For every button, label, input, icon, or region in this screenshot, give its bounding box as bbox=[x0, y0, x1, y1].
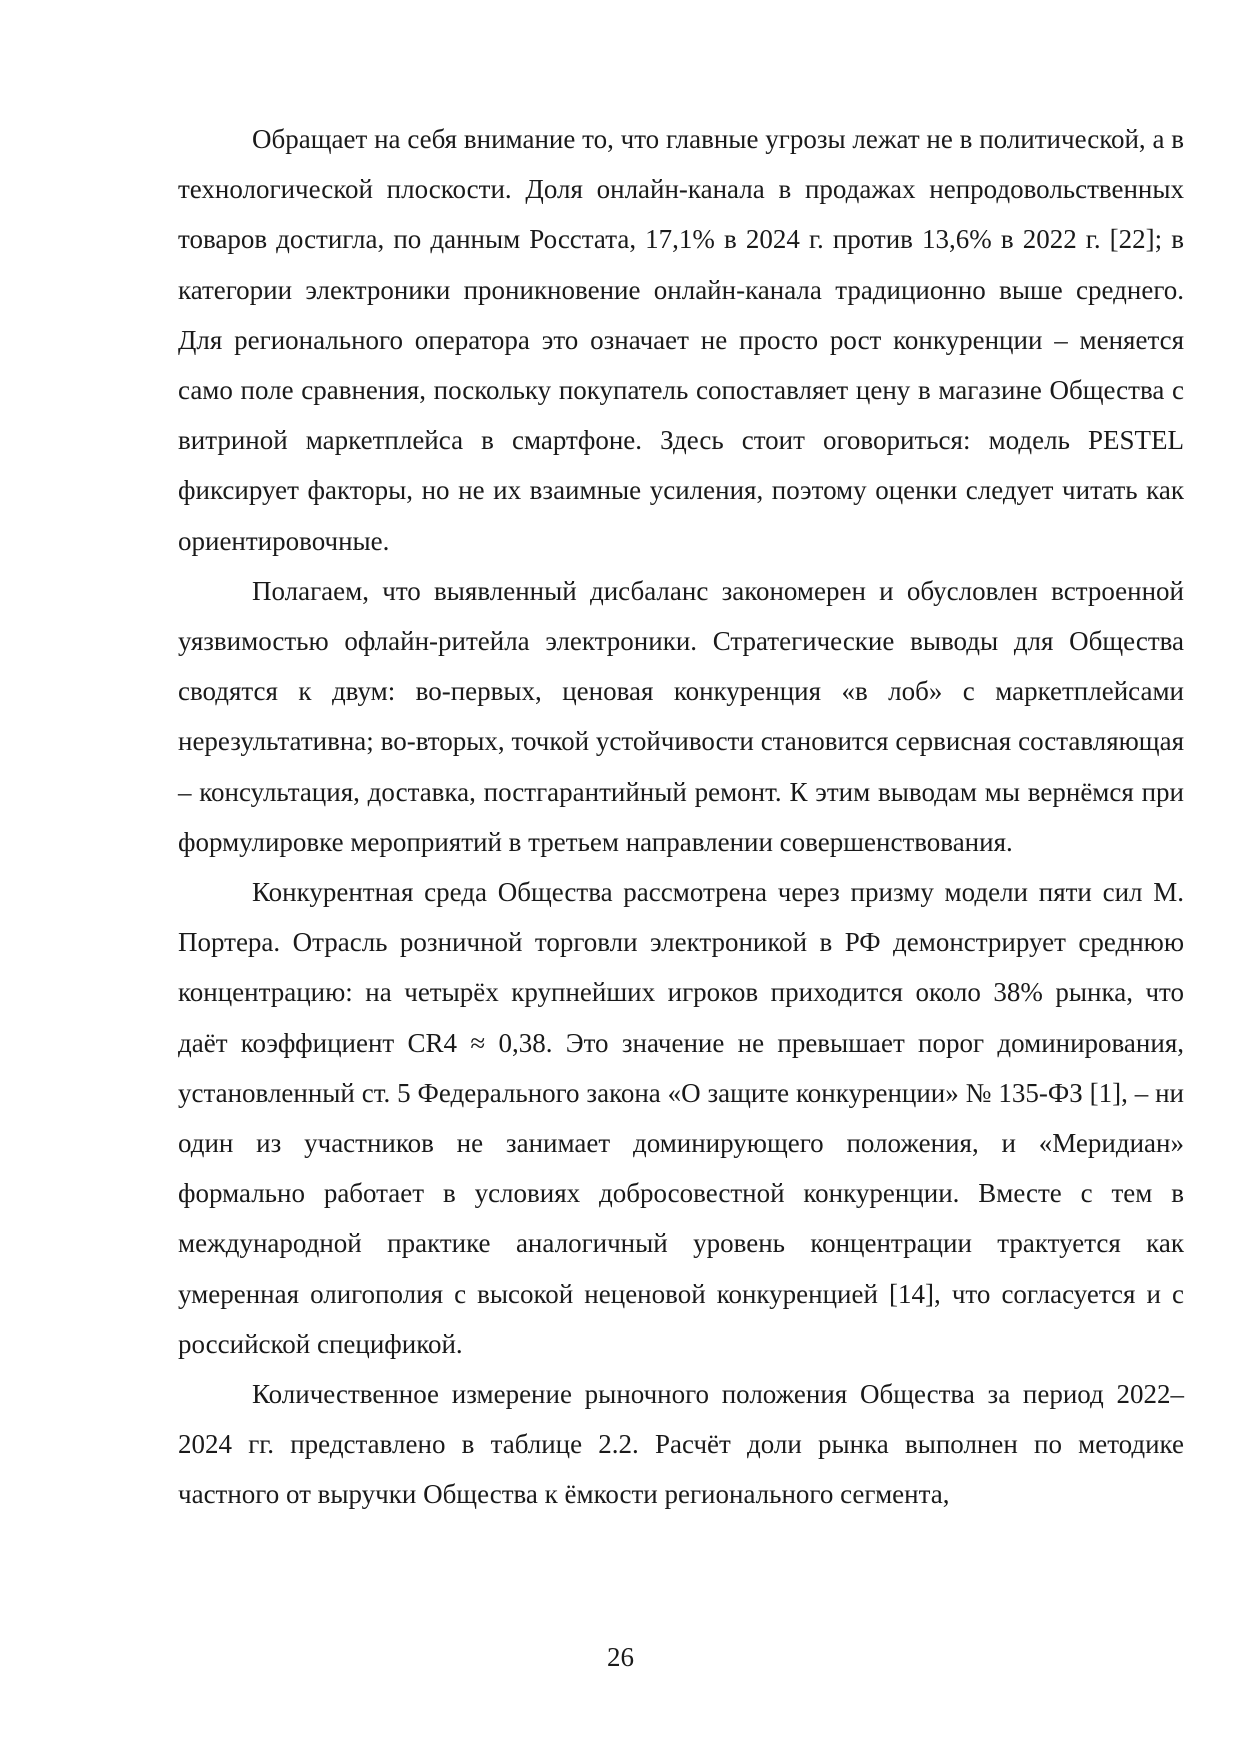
paragraph-1: Обращает на себя внимание то, что главные угрозы лежат не в политической, а в технологической плоскости. Доля онлайн-канала в продажах непродовольственных товаров достигла, по данным Росстата, 17,1% в 2024 г. против 13,6% в 2022 г. [22]; в категории электроники проникновение онлайн-канала традиционно выше среднего. Для регионального оператора это означает не просто рост конкуренции – меняется само поле сравнения, поскольку покупатель сопоставляет цену в магазине Общества с витриной маркетплейса в смартфоне. Здесь стоит оговориться: модель PESTEL фиксирует факторы, но не их взаимные усиления, поэтому оценки следует читать как ориентировочные. bbox=[178, 124, 1184, 556]
body-text bbox=[178, 114, 1184, 1520]
paragraph-4: Количественное измерение рыночного положения Общества за период 2022–2024 гг. представлено в таблице 2.2. Расчёт доли рынка выполнен по методике частного от выручки Общества к ёмкости регионального сегмента, bbox=[178, 1379, 1184, 1510]
paragraph-3: Конкурентная среда Общества рассмотрена через призму модели пяти сил М. Портера. Отрасль розничной торговли электроникой в РФ демонстрирует среднюю концентрацию: на четырёх крупнейших игроков приходится около 38% рынка, что даёт коэффициент CR4 ≈ 0,38. Это значение не превышает порог доминирования, установленный ст. 5 Федерального закона «О защите конкуренции» № 135-ФЗ [1], – ни один из участников не занимает доминирующего положения, и «Меридиан» формально работает в условиях добросовестной конкуренции. Вместе с тем в международной практике аналогичный уровень концентрации трактуется как умеренная олигополия с высокой неценовой конкуренцией [14], что согласуется и с российской спецификой. bbox=[178, 877, 1184, 1359]
paragraph-2: Полагаем, что выявленный дисбаланс закономерен и обусловлен встроенной уязвимостью офлайн-ритейла электроники. Стратегические выводы для Общества сводятся к двум: во-первых, ценовая конкуренция «в лоб» с маркетплейсами нерезультативна; во-вторых, точкой устойчивости становится сервисная составляющая – консультация, доставка, постгарантийный ремонт. К этим выводам мы вернёмся при формулировке мероприятий в третьем направлении совершенствования. bbox=[178, 575, 1184, 857]
page-number: 26 bbox=[607, 1642, 634, 1672]
